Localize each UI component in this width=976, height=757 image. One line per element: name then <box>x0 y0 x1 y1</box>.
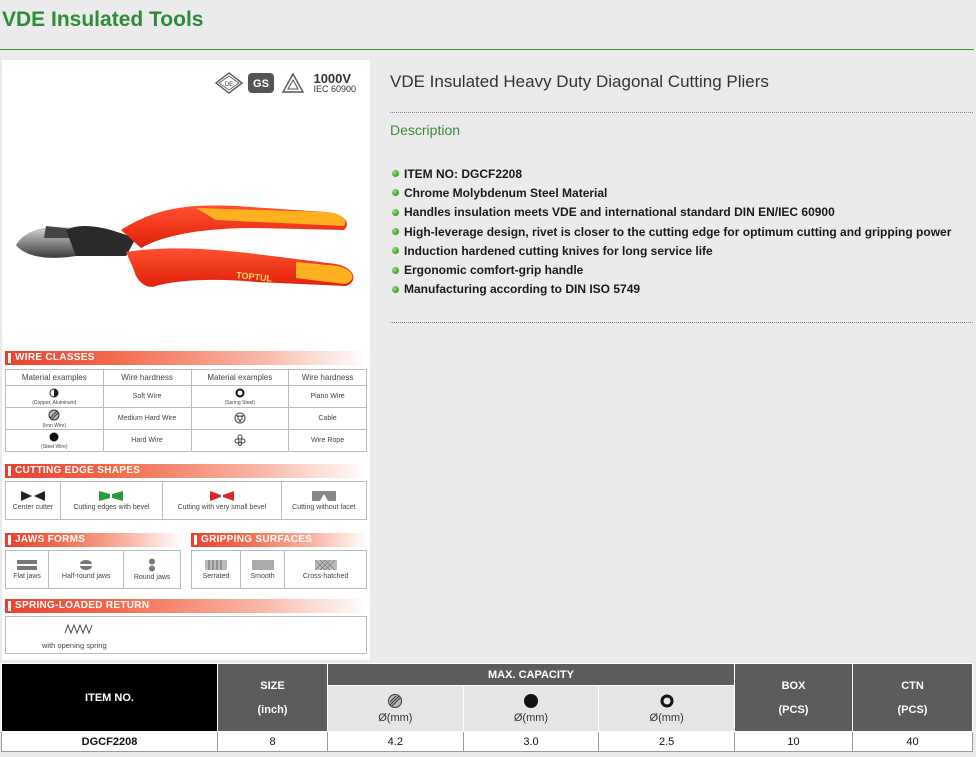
bevel-edge-icon <box>98 490 124 502</box>
box-header: BOX (PCS) <box>735 664 853 732</box>
wire-material-cell: (Copper, Aluminum) <box>6 386 104 408</box>
solid-circle-icon <box>523 693 539 709</box>
certification-marks <box>215 72 356 94</box>
wire-hardness-cell: Cable <box>289 408 367 430</box>
item-no-cell: DGCF2208 <box>2 732 218 752</box>
serrated-icon <box>205 559 227 571</box>
cutting-edge-cell: Cutting with very small bevel <box>163 482 282 520</box>
wire-material-cell <box>191 408 289 430</box>
round-jaws-icon <box>147 558 157 572</box>
wire-header: Material examples <box>6 370 104 386</box>
wire-hardness-cell: Wire Rope <box>289 430 367 452</box>
wire-material-cell: (Iron Wire) <box>6 408 104 430</box>
hatched-circle-icon <box>48 409 60 421</box>
list-item: Induction hardened cutting knives for long service life <box>392 241 951 260</box>
list-item: Handles insulation meets VDE and international standard DIN EN/IEC 60900 <box>392 203 951 222</box>
grip-cell: Smooth <box>240 551 284 589</box>
jaws-table <box>5 550 181 589</box>
product-image-panel <box>2 60 370 660</box>
capacity-hard-header: Ø(mm) <box>463 686 599 732</box>
tool-brand-label: TOPTUL <box>235 270 273 284</box>
wire-header: Material examples <box>191 370 289 386</box>
voltage-rating <box>313 72 356 94</box>
wire-hardness-cell: Hard Wire <box>103 430 191 452</box>
spring-heading: SPRING-LOADED RETURN <box>5 599 367 613</box>
max-capacity-header: MAX. CAPACITY <box>328 664 735 686</box>
wire-hardness-cell: Medium Hard Wire <box>103 408 191 430</box>
bullet-icon <box>392 209 399 216</box>
half-filled-circle-icon <box>49 388 59 398</box>
table-row <box>2 732 973 752</box>
wire-material-cell: (Steel Wire) <box>6 430 104 452</box>
product-title: VDE Insulated Heavy Duty Diagonal Cutting Pliers <box>390 72 769 91</box>
spring-box <box>5 616 367 654</box>
small-bevel-icon <box>209 490 235 502</box>
ctn-header: CTN (PCS) <box>853 664 973 732</box>
capacity-cell: 3.0 <box>463 732 599 752</box>
bullet-icon <box>392 267 399 274</box>
jaw-cell: Flat jaws <box>6 551 49 589</box>
solid-circle-icon <box>49 432 59 442</box>
no-facet-icon <box>311 490 337 502</box>
dotted-divider <box>390 322 973 323</box>
spring-label: with opening spring <box>42 641 107 650</box>
box-cell: 10 <box>735 732 853 752</box>
bullet-icon <box>392 170 399 177</box>
cutting-edge-cell: Cutting edges with bevel <box>60 482 162 520</box>
double-triangle-icon <box>279 72 307 94</box>
item-no-header: ITEM NO. <box>2 664 218 732</box>
list-item: Manufacturing according to DIN ISO 5749 <box>392 280 951 299</box>
spring-icon <box>64 623 94 635</box>
capacity-cell: 4.2 <box>328 732 464 752</box>
bullet-icon <box>392 189 399 196</box>
bullet-icon <box>392 228 399 235</box>
cable-icon <box>234 412 246 424</box>
hatched-circle-icon <box>387 693 403 709</box>
grip-cell: Serrated <box>192 551 241 589</box>
feature-list <box>392 164 951 299</box>
cutting-edge-table <box>5 481 367 520</box>
ring-icon <box>659 693 675 709</box>
cutting-edge-cell: Cutting without facet <box>281 482 366 520</box>
capacity-piano-header: Ø(mm) <box>599 686 735 732</box>
grip-cell: Cross-hatched <box>285 551 367 589</box>
cutting-edge-heading: CUTTING EDGE SHAPES <box>5 464 367 478</box>
wire-material-cell: (Spring Steel) <box>191 386 289 408</box>
dotted-divider <box>390 112 973 113</box>
list-item: High-leverage design, rivet is closer to the cutting edge for optimum cutting and gripping power <box>392 222 951 241</box>
wire-header: Wire hardness <box>289 370 367 386</box>
jaw-cell: Half-round jaws <box>49 551 124 589</box>
page-title: VDE Insulated Tools <box>2 8 204 31</box>
list-item: Ergonomic comfort-grip handle <box>392 260 951 279</box>
flat-jaws-icon <box>17 559 37 571</box>
list-item: Chrome Molybdenum Steel Material <box>392 183 951 202</box>
vde-triangle-icon <box>215 72 243 94</box>
half-round-jaws-icon <box>79 559 93 571</box>
gs-mark-icon <box>247 72 275 94</box>
wire-classes-heading: WIRE CLASSES <box>5 351 367 365</box>
capacity-cell: 2.5 <box>599 732 735 752</box>
gripping-heading: GRIPPING SURFACES <box>191 533 367 547</box>
smooth-icon <box>252 559 274 571</box>
wire-material-cell <box>191 430 289 452</box>
voltage-value: 1000V <box>313 71 352 86</box>
cutting-edge-cell: Center cutter <box>6 482 61 520</box>
gripping-table <box>191 550 367 589</box>
cross-hatched-icon <box>315 559 337 571</box>
size-cell: 8 <box>218 732 328 752</box>
ctn-cell: 40 <box>853 732 973 752</box>
wire-header: Wire hardness <box>103 370 191 386</box>
wire-classes-table <box>5 369 367 452</box>
wire-hardness-cell: Soft Wire <box>103 386 191 408</box>
list-item: ITEM NO: DGCF2208 <box>392 164 951 183</box>
spec-table <box>1 663 973 752</box>
bullet-icon <box>392 247 399 254</box>
jaw-cell: Round jaws <box>124 551 181 589</box>
diagonal-cutting-pliers-image <box>6 190 362 308</box>
ring-icon <box>235 388 245 398</box>
vde-de-label: DE <box>225 82 234 88</box>
jaws-heading: JAWS FORMS <box>5 533 181 547</box>
svg-text:GS: GS <box>253 78 270 90</box>
description-heading: Description <box>390 122 461 138</box>
center-cutter-icon <box>20 490 46 502</box>
iec-standard: IEC 60900 <box>313 84 356 94</box>
bullet-icon <box>392 286 399 293</box>
size-header: SIZE (inch) <box>218 664 328 732</box>
capacity-soft-header: Ø(mm) <box>328 686 464 732</box>
wire-hardness-cell: Piano Wire <box>289 386 367 408</box>
title-divider <box>0 49 974 50</box>
wire-rope-icon <box>234 434 246 446</box>
